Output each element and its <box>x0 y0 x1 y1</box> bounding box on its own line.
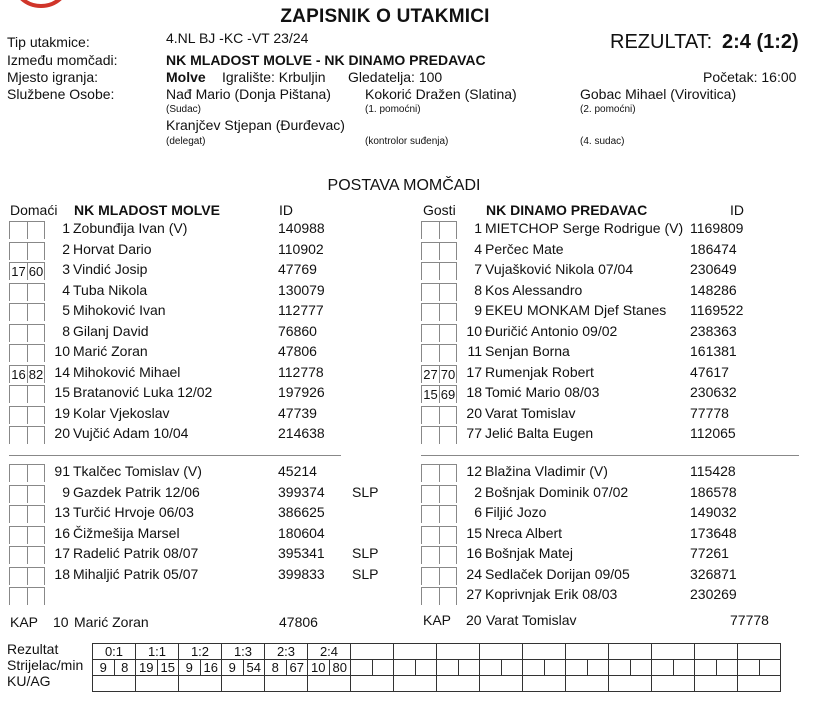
gledatelja: Gledatelja: 100 <box>348 69 443 85</box>
player-id: 161381 <box>690 343 737 359</box>
grid-result-cell <box>394 644 437 660</box>
grid-row-label: Rezultat <box>7 641 59 657</box>
igraliste: Igralište: Krbuljin <box>222 69 326 85</box>
player-name: Vindić Josip <box>73 261 148 277</box>
player-name: Senjan Borna <box>485 343 570 359</box>
player-name: Mihaljić Patrik 05/07 <box>73 565 199 582</box>
player-id: 399833 <box>278 565 325 582</box>
sub-box: 82 <box>28 366 44 382</box>
grid-scorer-cell <box>738 660 760 676</box>
player-id: 45214 <box>278 463 317 479</box>
player-number: 9 <box>62 483 70 500</box>
player-id: 173648 <box>690 524 737 541</box>
player-name: Tkalčec Tomislav (V) <box>73 463 202 479</box>
official-name: Kranjčev Stjepan (Đurđevac) <box>166 117 345 133</box>
player-number: 7 <box>474 261 482 277</box>
sub-box <box>9 567 27 585</box>
player-number: 27 <box>466 586 482 602</box>
grid-kuag-cell <box>652 676 695 692</box>
player-number: 12 <box>466 463 482 479</box>
grid-kuag-cell <box>93 676 136 692</box>
player-number: 15 <box>466 524 482 541</box>
player-name: Sedlaček Dorijan 09/05 <box>485 565 630 582</box>
player-name: Zobunđija Ivan (V) <box>73 220 188 236</box>
result-value: 2:4 (1:2) <box>722 31 799 53</box>
player-number: 19 <box>54 404 70 421</box>
player-id: 149032 <box>690 504 737 520</box>
sub-box <box>421 242 439 260</box>
official-role: (1. pomoćni) <box>365 104 421 115</box>
grid-kuag-cell <box>523 676 566 692</box>
player-number: 8 <box>62 322 70 339</box>
sub-box <box>9 303 27 321</box>
sub-box <box>9 587 27 605</box>
player-id: 197926 <box>278 384 325 400</box>
player-name: Gilanj David <box>73 322 149 339</box>
player-name: EKEU MONKAM Djef Stanes <box>485 302 667 318</box>
sub-box: 60 <box>28 264 44 279</box>
player-id: 186474 <box>690 240 737 257</box>
grid-scorer-cell <box>480 660 502 676</box>
player-number: 4 <box>62 281 70 298</box>
grid-scorer-cell: 16 <box>200 660 222 676</box>
away-side-label: Gosti <box>423 202 456 218</box>
player-id: 180604 <box>278 524 325 541</box>
player-number: 15 <box>54 384 70 400</box>
grid-kuag-cell <box>136 676 179 692</box>
player-id: 1169522 <box>690 302 744 318</box>
player-name: Rumenjak Robert <box>485 363 594 380</box>
mjesto-value: Molve <box>166 69 206 85</box>
grid-scorer-cell <box>759 660 781 676</box>
player-name: Bratanović Luka 12/02 <box>73 384 213 400</box>
match-teams: NK MLADOST MOLVE - NK DINAMO PREDAVAC <box>166 52 486 68</box>
grid-kuag-cell <box>480 676 523 692</box>
player-id: 326871 <box>690 565 737 582</box>
player-id: 140988 <box>278 220 325 236</box>
player-name: Filjić Jozo <box>485 504 547 520</box>
sub-box <box>421 262 439 280</box>
player-number: 1 <box>62 220 70 236</box>
grid-scorer-cell <box>587 660 609 676</box>
player-id: 112778 <box>278 363 324 380</box>
grid-scorer-cell: 9 <box>93 660 115 676</box>
sub-box: 27 <box>421 365 439 383</box>
sub-box <box>9 344 27 362</box>
home-kap-label: KAP <box>10 614 39 630</box>
player-name: Kolar Vjekoslav <box>73 404 170 421</box>
grid-result-cell: 2:3 <box>265 644 308 660</box>
grid-scorer-cell <box>351 660 373 676</box>
player-name: Čižmešija Marsel <box>73 524 180 541</box>
home-team-name: NK MLADOST MOLVE <box>74 202 220 218</box>
grid-scorer-cell <box>695 660 717 676</box>
player-number: 11 <box>467 343 482 359</box>
sub-box: 69 <box>440 387 456 402</box>
sub-box <box>421 485 439 503</box>
sub-box: 16 <box>9 365 27 383</box>
player-number: 20 <box>466 404 482 421</box>
grid-scorer-cell <box>437 660 459 676</box>
grid-scorer-cell <box>372 660 394 676</box>
grid-result-cell <box>351 644 394 660</box>
player-id: 186578 <box>690 483 737 500</box>
player-id: 214638 <box>278 425 325 441</box>
player-name: Blažina Vladimir (V) <box>485 463 608 479</box>
player-name: Gazdek Patrik 12/06 <box>73 483 200 500</box>
sub-box <box>9 324 27 342</box>
sub-box: 70 <box>440 366 456 382</box>
official-role: (delegat) <box>166 136 206 147</box>
player-number: 16 <box>466 545 482 561</box>
player-id: 238363 <box>690 322 737 339</box>
official-role: (kontrolor suđenja) <box>365 136 449 147</box>
sub-box <box>9 464 27 482</box>
sub-box <box>9 526 27 544</box>
sub-box <box>421 526 439 544</box>
player-name: Tuba Nikola <box>73 281 148 298</box>
player-id: 148286 <box>690 281 737 298</box>
sub-box <box>9 283 27 301</box>
grid-scorer-cell <box>394 660 416 676</box>
grid-scorer-cell <box>458 660 480 676</box>
player-name: Tomić Mario 08/03 <box>485 384 600 400</box>
sub-box <box>9 485 27 503</box>
player-name: Vujašković Nikola 07/04 <box>485 261 634 277</box>
grid-result-cell: 0:1 <box>93 644 136 660</box>
lineup-title: POSTAVA MOMČADI <box>327 177 481 194</box>
grid-kuag-cell <box>394 676 437 692</box>
player-number: 5 <box>62 302 70 318</box>
away-kap-label: KAP <box>423 612 452 628</box>
sub-box <box>9 505 27 523</box>
player-id: 47739 <box>278 404 317 421</box>
grid-scorer-cell: 10 <box>308 660 330 676</box>
grid-result-cell <box>652 644 695 660</box>
player-name: Jelić Balta Eugen <box>485 425 594 441</box>
player-number: 4 <box>474 240 482 257</box>
sub-box <box>9 406 27 424</box>
player-id: 47769 <box>278 261 317 277</box>
sub-box <box>9 426 27 444</box>
player-id: 110902 <box>278 240 324 257</box>
player-id: 47806 <box>278 343 317 359</box>
player-name: Varat Tomislav <box>485 404 576 421</box>
sub-box <box>27 587 45 605</box>
sub-box <box>421 283 439 301</box>
player-name: Mihoković Ivan <box>73 302 166 318</box>
player-number: 2 <box>474 483 482 500</box>
grid-kuag-cell <box>738 676 781 692</box>
player-name: Koprivnjak Erik 08/03 <box>485 586 618 602</box>
home-kap-num: 10 <box>53 614 69 630</box>
sub-box: 17 <box>9 262 27 280</box>
player-id: 76860 <box>278 322 317 339</box>
player-id: 115428 <box>690 463 736 479</box>
grid-kuag-cell <box>308 676 351 692</box>
sub-box <box>421 303 439 321</box>
grid-kuag-cell <box>437 676 480 692</box>
sub-box <box>421 426 439 444</box>
grid-kuag-cell <box>179 676 222 692</box>
divider <box>9 455 341 456</box>
player-number: 1 <box>474 220 482 236</box>
osobe-label: Službene Osobe: <box>7 86 115 102</box>
player-name: Radelić Patrik 08/07 <box>73 545 199 561</box>
official-role: (2. pomoćni) <box>580 104 636 115</box>
grid-scorer-cell <box>501 660 523 676</box>
grid-scorer-cell: 54 <box>243 660 265 676</box>
player-id: 112065 <box>690 425 736 441</box>
grid-scorer-cell <box>673 660 695 676</box>
player-name: Perčec Mate <box>485 240 564 257</box>
grid-scorer-cell <box>652 660 674 676</box>
sub-box <box>421 406 439 424</box>
grid-scorer-cell: 9 <box>179 660 201 676</box>
sub-box <box>421 324 439 342</box>
grid-kuag-cell <box>351 676 394 692</box>
player-number: 6 <box>474 504 482 520</box>
grid-scorer-cell: 80 <box>329 660 351 676</box>
izmedu-label: Između momčadi: <box>7 52 118 68</box>
player-number: 77 <box>466 425 482 441</box>
grid-scorer-cell <box>523 660 545 676</box>
grid-kuag-cell <box>566 676 609 692</box>
player-number: 9 <box>474 302 482 318</box>
player-name: Turčić Hrvoje 06/03 <box>73 504 194 520</box>
grid-result-cell <box>480 644 523 660</box>
official-role: (4. sudac) <box>580 136 625 147</box>
grid-scorer-cell <box>716 660 738 676</box>
mjesto-label: Mjesto igranja: <box>7 69 99 85</box>
official-role: (Sudac) <box>166 104 202 115</box>
pocetak: Početak: 16:00 <box>703 69 797 85</box>
player-name: Kos Alessandro <box>485 281 583 298</box>
player-number: 17 <box>466 363 482 380</box>
player-note: SLP <box>352 565 379 582</box>
player-id: 230269 <box>690 586 737 602</box>
sub-box <box>421 505 439 523</box>
grid-scorer-cell: 9 <box>222 660 244 676</box>
player-number: 18 <box>54 565 70 582</box>
player-number: 17 <box>54 545 70 561</box>
grid-result-cell <box>695 644 738 660</box>
divider <box>421 455 799 456</box>
sub-box <box>9 546 27 564</box>
away-kap-id: 77778 <box>730 612 769 628</box>
player-number: 8 <box>474 281 482 298</box>
grid-row-label: Strijelac/min <box>7 657 84 673</box>
grid-kuag-cell <box>222 676 265 692</box>
player-id: 130079 <box>278 281 325 298</box>
grid-kuag-cell <box>265 676 308 692</box>
sub-box <box>9 385 27 403</box>
player-id: 47617 <box>690 363 729 380</box>
player-id: 77778 <box>690 404 729 421</box>
grid-result-cell <box>566 644 609 660</box>
grid-result-cell <box>609 644 652 660</box>
player-id: 230649 <box>690 261 737 277</box>
player-name: Vujčić Adam 10/04 <box>73 425 189 441</box>
grid-row-label: KU/AG <box>7 673 51 689</box>
official-name: Gobac Mihael (Virovitica) <box>580 86 737 102</box>
home-kap-id: 47806 <box>279 614 318 630</box>
player-number: 18 <box>466 384 482 400</box>
tip-label: Tip utakmice: <box>7 34 90 50</box>
sub-box <box>9 242 27 260</box>
player-number: 10 <box>466 322 482 339</box>
away-kap-num: 20 <box>466 612 482 628</box>
player-id: 230632 <box>690 384 737 400</box>
grid-result-cell: 2:4 <box>308 644 351 660</box>
sub-box <box>421 546 439 564</box>
player-number: 91 <box>54 463 70 479</box>
sub-box <box>421 221 439 239</box>
grid-result-cell <box>437 644 480 660</box>
official-name: Nađ Mario (Donja Pištana) <box>166 86 331 102</box>
player-name: Horvat Dario <box>73 240 152 257</box>
grid-result-cell: 1:2 <box>179 644 222 660</box>
player-id: 77261 <box>690 545 729 561</box>
sub-box <box>9 221 27 239</box>
sub-box <box>421 587 439 605</box>
player-name: Marić Zoran <box>73 343 148 359</box>
grid-scorer-cell: 19 <box>136 660 158 676</box>
player-number: 14 <box>54 363 70 380</box>
grid-result-cell: 1:3 <box>222 644 265 660</box>
grid-result-cell <box>738 644 781 660</box>
away-kap-name: Varat Tomislav <box>486 612 577 628</box>
grid-scorer-cell: 8 <box>265 660 287 676</box>
score-grid <box>92 643 781 692</box>
grid-scorer-cell: 15 <box>157 660 179 676</box>
grid-scorer-cell <box>630 660 652 676</box>
grid-kuag-cell <box>609 676 652 692</box>
player-name: Đuričić Antonio 09/02 <box>485 322 618 339</box>
player-id: 1169809 <box>690 220 744 236</box>
grid-scorer-cell: 67 <box>286 660 308 676</box>
player-name: Nreca Albert <box>485 524 563 541</box>
player-number: 20 <box>54 425 70 441</box>
player-note: SLP <box>352 545 379 561</box>
official-name: Kokorić Dražen (Slatina) <box>365 86 517 102</box>
sub-box: 15 <box>421 385 439 403</box>
grid-scorer-cell <box>415 660 437 676</box>
player-id: 395341 <box>278 545 325 561</box>
player-number: 16 <box>54 524 70 541</box>
player-number: 13 <box>54 504 70 520</box>
player-name: Bošnjak Matej <box>485 545 573 561</box>
grid-scorer-cell <box>566 660 588 676</box>
sub-box <box>421 464 439 482</box>
player-name: Mihoković Mihael <box>73 363 181 380</box>
sub-box <box>421 567 439 585</box>
result-label: REZULTAT: <box>610 31 713 53</box>
player-id: 386625 <box>278 504 325 520</box>
player-number: 3 <box>62 261 70 277</box>
player-id: 399374 <box>278 483 325 500</box>
away-id-header: ID <box>730 202 744 218</box>
grid-scorer-cell: 8 <box>114 660 136 676</box>
player-note: SLP <box>352 483 379 500</box>
tip-value: 4.NL BJ -KC -VT 23/24 <box>166 30 309 46</box>
player-name: Bošnjak Dominik 07/02 <box>485 483 629 500</box>
grid-scorer-cell <box>544 660 566 676</box>
player-number: 24 <box>466 565 482 582</box>
player-id: 112777 <box>278 302 324 318</box>
page-title: ZAPISNIK O UTAKMICI <box>280 6 490 27</box>
grid-kuag-cell <box>695 676 738 692</box>
home-id-header: ID <box>279 202 293 218</box>
grid-scorer-cell <box>609 660 631 676</box>
grid-result-cell: 1:1 <box>136 644 179 660</box>
home-side-label: Domaći <box>10 202 58 218</box>
player-name: MIETCHOP Serge Rodrigue (V) <box>485 220 684 236</box>
sub-box <box>421 344 439 362</box>
grid-result-cell <box>523 644 566 660</box>
player-number: 2 <box>62 240 70 257</box>
player-number: 10 <box>54 343 70 359</box>
away-team-name: NK DINAMO PREDAVAC <box>486 202 648 218</box>
home-kap-name: Marić Zoran <box>74 614 149 630</box>
